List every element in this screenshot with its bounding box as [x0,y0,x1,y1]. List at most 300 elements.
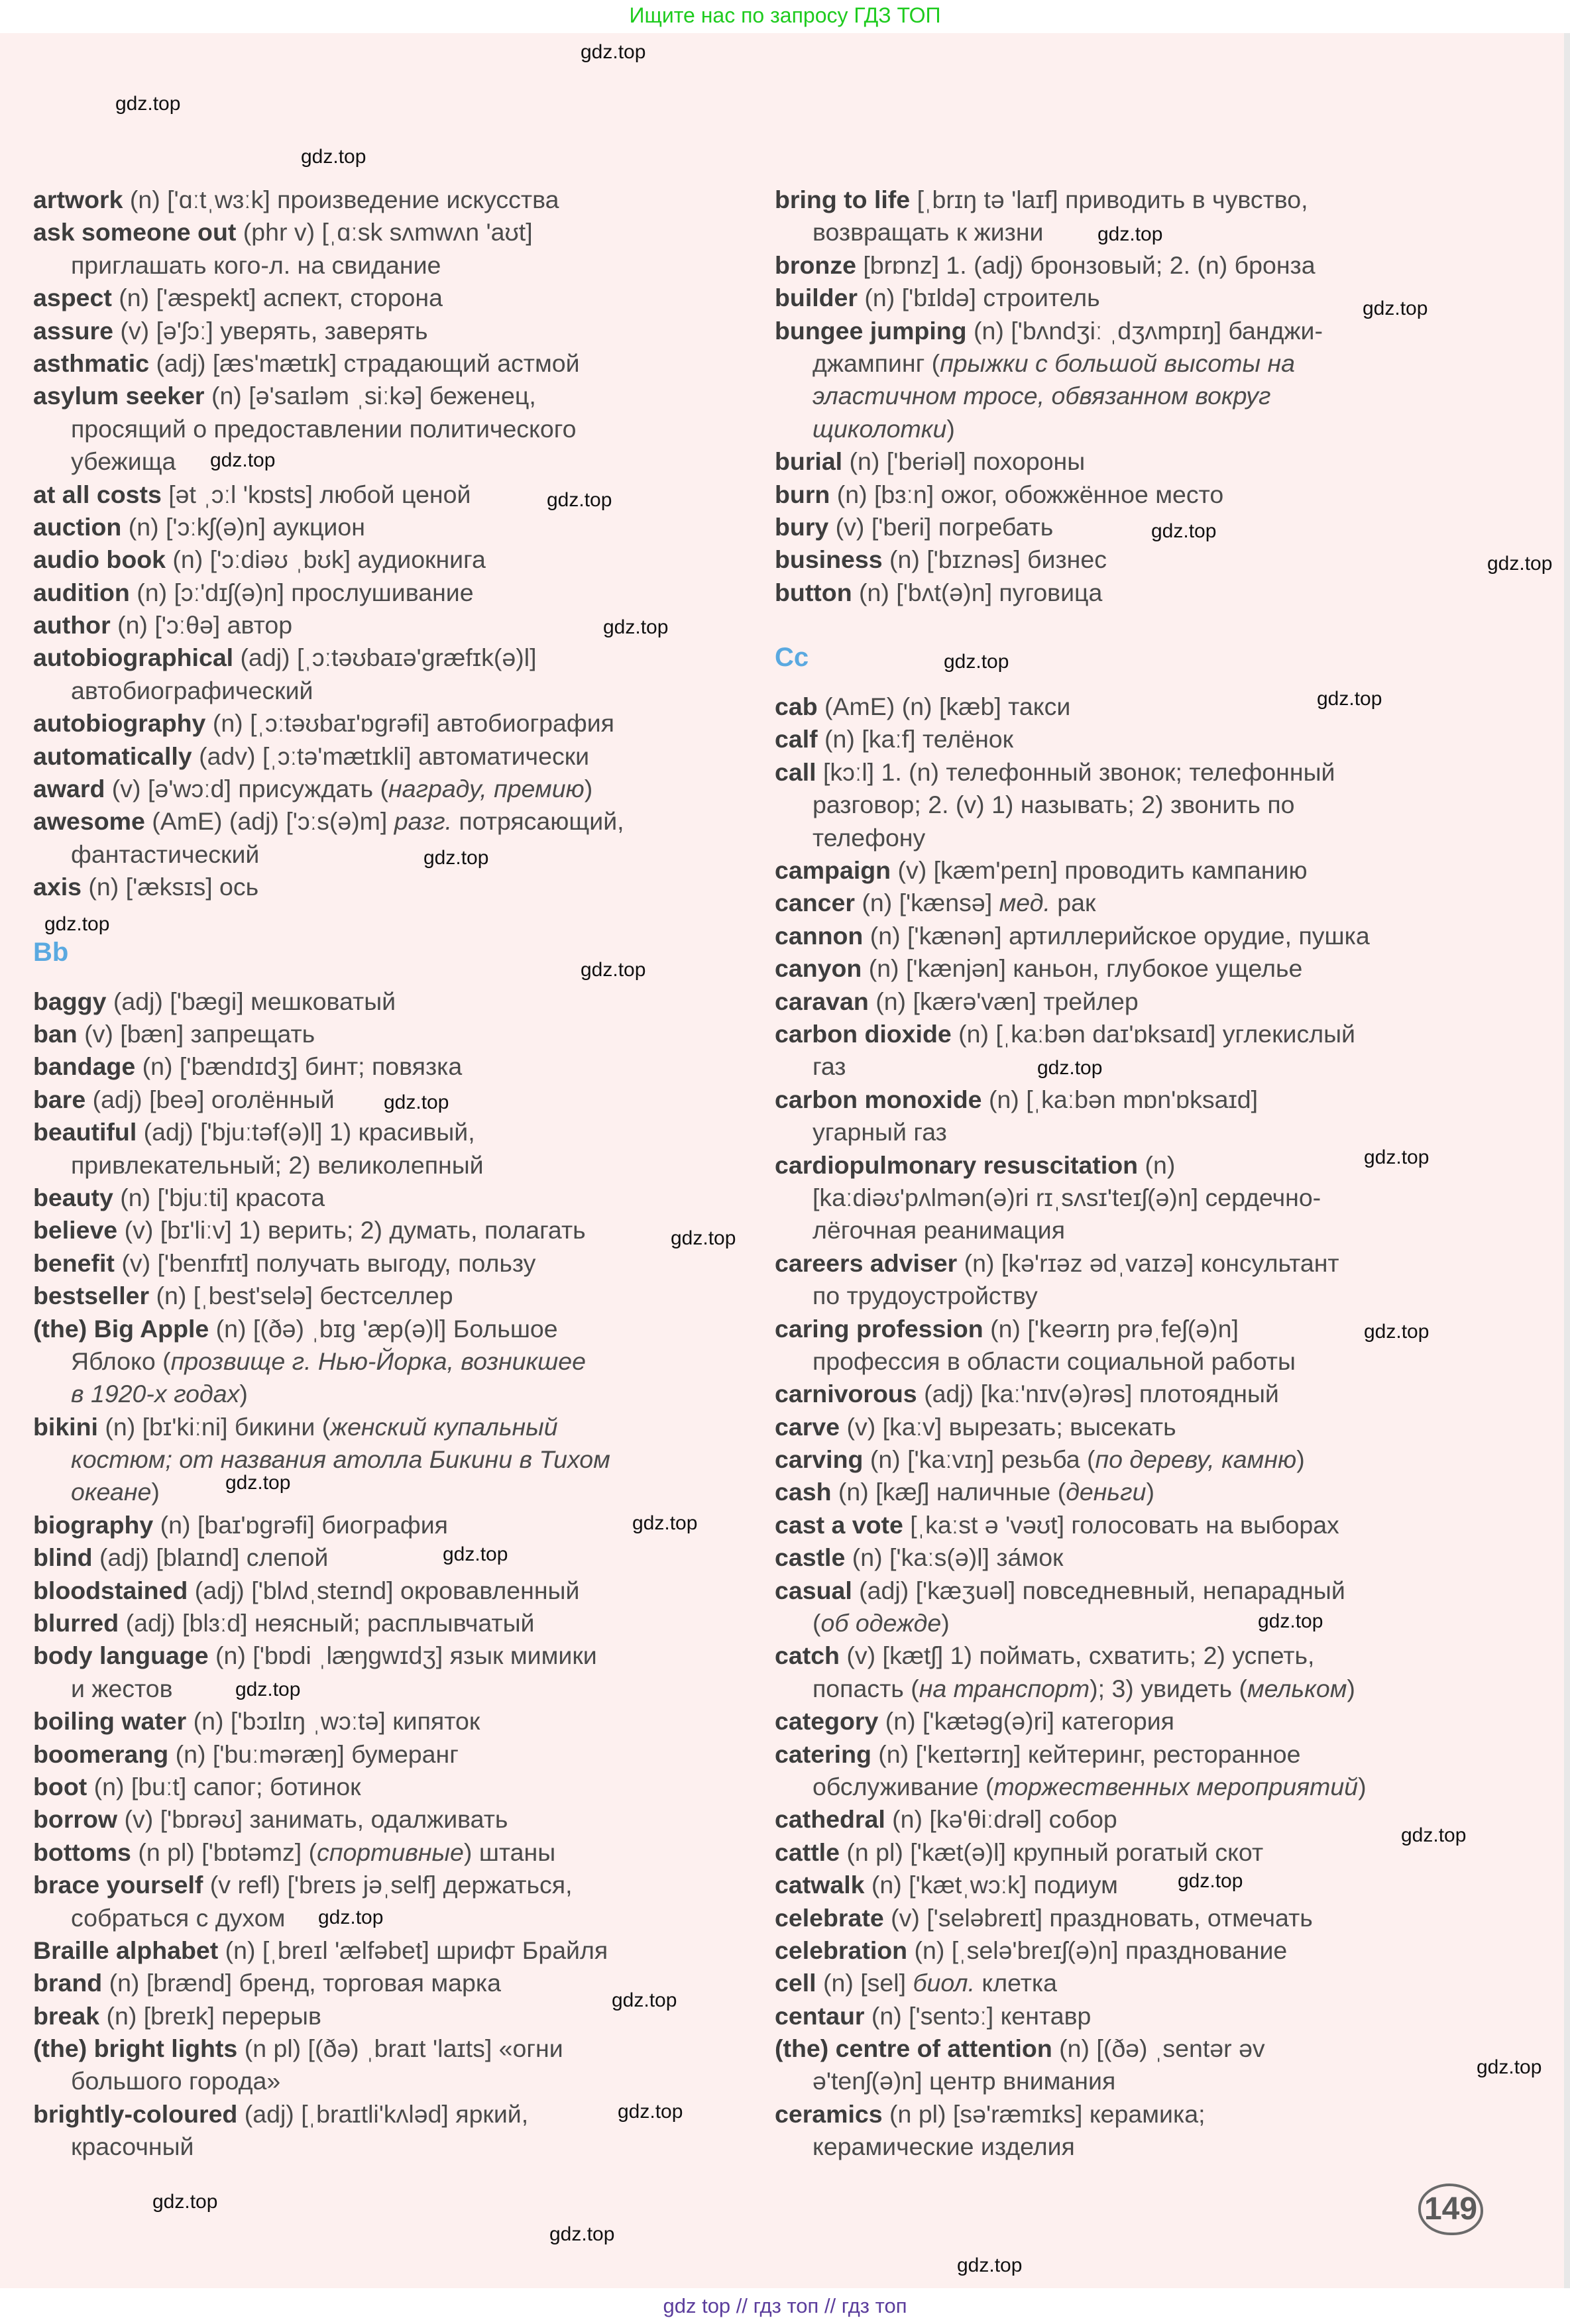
headword: beautiful [33,1118,137,1146]
entry-text: красочный [71,2132,194,2161]
entry-text: (n) [ˌbreɪl 'ælfəbet] шрифт Брайля [218,1936,608,1964]
entry-text: (n) ['kænən] артиллерийское орудие, пушка [863,921,1370,950]
headword: boiling water [33,1707,187,1736]
entry-text: (n) ['kænjən] каньон, глубокое ущелье [862,954,1303,983]
dictionary-entry [33,184,736,216]
watermark: gdz.top [1151,520,1217,542]
entry-continuation-line [33,1476,736,1508]
headword: (the) centre of attention [775,2034,1052,2063]
dictionary-entry [33,1934,736,1967]
entry-text: джампинг ( [813,349,940,377]
watermark: gdz.top [1178,1870,1243,1892]
entry-continuation-line [775,2065,1537,2097]
entry-text: газ [813,1052,846,1081]
headword: audition [33,578,130,606]
italic-note: эластичном тросе, обвязанном вокруг [813,382,1271,410]
entry-text: (adj) ['kæʒuəl] повседневный, непарадный [852,1576,1345,1604]
footer [0,2288,1570,2322]
headword: bring to life [775,186,911,213]
dictionary-entry [775,445,1537,478]
watermark: gdz.top [549,2223,615,2245]
headword: auction [33,512,122,541]
entry-text: ( [813,1609,821,1637]
headword: brightly-coloured [33,2099,238,2128]
watermark: gdz.top [581,959,646,981]
dictionary-entry [33,1214,736,1246]
right-column [775,184,1537,2164]
dictionary-entry [775,1738,1537,1771]
entry-continuation-line [775,1116,1537,1148]
headword: blurred [33,1609,119,1637]
headword: catwalk [775,1871,865,1899]
watermark: gdz.top [944,651,1009,673]
entry-text: (adj) [ˌbraɪtli'kʌləd] яркий, [237,2099,529,2128]
headword: campaign [775,856,891,885]
dictionary-entry [33,871,736,903]
headword: cancer [775,889,855,917]
entry-continuation-line [775,347,1537,380]
italic-note: по дереву, камню [1095,1445,1297,1474]
entry-text: (v) [kætʃ] 1) поймать, схватить; 2) успеть, [839,1641,1315,1670]
entry-text: и жестов [71,1674,173,1702]
headword: author [33,611,111,639]
headword: brand [33,1969,103,1997]
entry-text: (n) [ˌkaːbən daɪ'ɒksaɪd] углекислый [951,1019,1356,1048]
headword: asthmatic [33,349,150,377]
entry-text: (v) [ə'ʃɔː] уверять, заверять [113,316,428,345]
dictionary-entry [33,1803,736,1836]
entry-text: [kɔːl] 1. (n) телефонный звонок; телефонный [816,757,1335,786]
dictionary-entry [33,707,736,740]
italic-note: награду, премию [388,775,585,803]
dictionary-entry [775,756,1537,789]
entry-text: (n) [sel] [816,1969,913,1997]
entry-text: (n) [brænd] бренд, торговая марка [102,1969,501,1997]
dictionary-entry [33,1182,736,1214]
entry-text: (n) [baɪ'ɒgrəfi] биография [153,1510,448,1539]
headword: bikini [33,1412,98,1441]
entry-text: (n) ['bɪznəs] бизнес [882,545,1107,574]
italic-note: прозвище г. Нью-Йорка, возникшее [170,1347,587,1375]
dictionary-entry [33,985,736,1018]
dictionary-entry [775,478,1537,511]
italic-note: разг. [394,807,452,836]
dictionary-entry [775,1443,1537,1476]
entry-continuation-line [33,2130,736,2163]
dictionary-entry [775,577,1537,609]
entry-text: (n) [ə'saɪləm ˌsiːkə] беженец, [204,382,536,410]
headword: burial [775,447,843,476]
dictionary-entry [775,1509,1537,1541]
watermark: gdz.top [1364,1321,1430,1343]
entry-text: (n pl) ['bɒtəmz] ( [131,1838,317,1866]
entry-text: (n) ['bændɪdʒ] бинт; повязка [135,1052,463,1081]
entry-text: (adj) [æs'mætɪk] страдающий астмой [149,349,580,377]
italic-note: костюм; от названия атолла Бикини в Тихом [71,1445,610,1474]
headword: castle [775,1543,846,1572]
entry-text: (n) [kaːf] телёнок [817,725,1014,753]
dictionary-entry [33,1509,736,1541]
watermark: gdz.top [301,146,366,168]
watermark: gdz.top [547,489,612,511]
entry-continuation-line [33,2065,736,2097]
entry-text: (adj) [ˌɔːtəʊbaɪə'græfɪk(ə)l] [233,643,537,672]
dictionary-entry [33,1541,736,1574]
entry-text: (n) [kærə'væn] трейлер [868,987,1139,1015]
headword: cardiopulmonary resuscitation [775,1150,1139,1179]
entry-continuation-line [775,1280,1537,1312]
headword: carve [775,1412,840,1441]
dictionary-entry [775,1247,1537,1280]
entry-text: (n) ['ɔːdiəʊ ˌbʊk] аудиокнига [166,545,486,574]
dictionary-entry [33,1607,736,1639]
entry-continuation-line [775,1607,1537,1639]
dictionary-entry [775,691,1537,723]
left-column [33,184,736,2164]
entry-continuation-line [33,413,736,445]
dictionary-entry [775,887,1537,919]
headword: calf [775,725,818,753]
entry-text: убежища [71,447,176,476]
entry-text: (n) [ˌselə'breɪʃ(ə)n] празднование [907,1936,1288,1964]
entry-text: (n) ['ɑːtˌwɜːk] произведение искусства [123,186,559,213]
headword: cash [775,1478,832,1506]
entry-text: (n) [ɔː'dɪʃ(ə)n] прослушивание [129,578,474,606]
dictionary-entry [775,1018,1537,1050]
entry-text: ) [1347,1674,1355,1702]
dictionary-entry [33,511,736,543]
watermark: gdz.top [44,913,110,935]
entry-text: (v) [bɪ'liːv] 1) верить; 2) думать, полагать [117,1216,586,1245]
headword: ask someone out [33,218,237,247]
dictionary-entry [775,1869,1537,1901]
entry-text: (v) ['beri] погребать [828,512,1054,541]
dictionary-entry [33,740,736,773]
entry-continuation-line [33,1149,736,1182]
entry-text: ) [1358,1772,1367,1800]
dictionary-entry [775,1967,1537,1999]
italic-note: спортивные [317,1838,464,1866]
headword: bandage [33,1052,136,1081]
entry-text: рак [1050,889,1096,917]
entry-continuation-line [33,675,736,707]
entry-text: (adj) [kaː'nɪv(ə)rəs] плотоядный [917,1380,1279,1408]
entry-text: (n) ['buːməræŋ] бумеранг [168,1740,459,1768]
dictionary-entry [775,249,1537,282]
entry-text: (n) ['ɔːθə] автор [110,611,293,639]
dictionary-entry [775,184,1537,216]
entry-text: (n) ['kænsə] [854,889,999,917]
dictionary-entry [775,1705,1537,1738]
entry-text: (v) [kæm'peɪn] проводить кампанию [891,856,1308,885]
entry-text: (n pl) ['kæt(ə)l] крупный рогатый скот [839,1838,1264,1866]
headword: believe [33,1216,118,1245]
entry-text: ) [1146,1478,1154,1506]
entry-continuation-line [33,838,736,871]
watermark: gdz.top [1401,1824,1467,1846]
page-edge [1564,33,1570,2288]
dictionary-entry [33,1738,736,1771]
entry-text: (phr v) [ˌɑːsk sʌmwʌn 'aʊt] [236,218,533,247]
entry-text: просящий о предоставлении политического [71,414,577,443]
italic-note: прыжки с большой высоты на [940,349,1295,377]
entry-text: [ˌbrɪŋ tə 'laɪf] приводить в чувство, [910,186,1308,213]
watermark: gdz.top [115,93,181,115]
dictionary-entry [775,2032,1537,2065]
entry-text: угарный газ [813,1118,947,1146]
dictionary-entry [33,1247,736,1280]
dictionary-entry [33,1050,736,1083]
watermark: gdz.top [1363,298,1428,319]
entry-text: приглашать кого-л. на свидание [71,250,441,279]
entry-text: ə'tenʃ(ə)n] центр внимания [813,2067,1116,2095]
watermark: gdz.top [1487,553,1553,575]
entry-text: (n) ['kaːvɪŋ] резьба ( [863,1445,1095,1474]
entry-text: (n) [ˌkaːbən mɒn'ɒksaɪd] [981,1085,1259,1113]
entry-continuation-line [775,413,1537,445]
watermark: gdz.top [632,1512,698,1534]
italic-note: женский купальный [330,1412,558,1441]
entry-text: (n) ['ɔːkʃ(ə)n] аукцион [121,512,365,541]
entry-text: (n) [kə'θiːdrəl] собор [885,1805,1117,1834]
headword: caring profession [775,1314,983,1343]
headword: biography [33,1510,154,1539]
entry-continuation-line [775,1182,1537,1214]
headword: assure [33,316,113,345]
entry-text: (n) [kə'rɪəz ədˌvaɪzə] консультант [957,1248,1339,1277]
watermark: gdz.top [225,1472,291,1494]
italic-note: щиколотки [813,414,947,443]
entry-text: (n) [1138,1150,1176,1179]
dictionary-entry [33,577,736,609]
headword: ceramics [775,2099,883,2128]
entry-text: возвращать к жизни [813,218,1044,247]
watermark: gdz.top [1097,223,1163,245]
headword: careers adviser [775,1248,958,1277]
watermark: gdz.top [235,1679,301,1700]
entry-text: (n) ['bɪldə] строитель [858,284,1100,312]
headword: carbon dioxide [775,1019,952,1048]
headword: cattle [775,1838,840,1866]
entry-text: (n) ['keərɪŋ prəˌfeʃ(ə)n] [983,1314,1239,1343]
headword: carving [775,1445,864,1474]
entry-continuation-line [33,1673,736,1705]
dictionary-entry [33,773,736,805]
entry-text: по трудоустройству [813,1282,1038,1310]
entry-continuation-line [775,1771,1537,1803]
entry-text: фантастический [71,840,260,868]
footer-links[interactable]: gdz top // гдз топ // гдз топ [663,2294,907,2317]
entry-text: лёгочная реанимация [813,1216,1066,1245]
headword: category [775,1707,879,1736]
entry-continuation-line [775,1050,1537,1083]
entry-text: ) [941,1609,950,1637]
italic-note: на транспорт [919,1674,1090,1702]
entry-text: ) [151,1478,160,1506]
watermark: gdz.top [210,449,276,471]
dictionary-entry [33,380,736,412]
entry-text: ); 3) увидеть ( [1090,1674,1247,1702]
watermark: gdz.top [603,616,669,638]
headword: bungee jumping [775,316,967,345]
headword: awesome [33,807,145,836]
entry-text: Яблоко ( [71,1347,171,1375]
entry-continuation-line [775,1673,1537,1705]
entry-text: [ət ˌɔːl 'kɒsts] любой ценой [161,480,471,508]
headword: cannon [775,921,864,950]
top-banner [0,0,1570,33]
entry-text: (adj) [blɜːd] неясный; расплывчатый [119,1609,535,1637]
watermark: gdz.top [423,847,489,869]
headword: caravan [775,987,869,1015]
dictionary-entry [775,1639,1537,1672]
watermark: gdz.top [318,1907,384,1928]
headword: bury [775,512,829,541]
headword: cast a vote [775,1510,903,1539]
section-letter-heading: Bb [33,937,69,967]
entry-continuation-line [33,1378,736,1410]
entry-text: (n) [buːt] сапог; ботинок [87,1772,361,1800]
watermark: gdz.top [1258,1610,1323,1632]
dictionary-entry [775,952,1537,985]
entry-text: (n pl) [sə'ræmɪks] керамика; [882,2099,1206,2128]
entry-text: автобиографический [71,676,313,704]
entry-continuation-line [33,1902,736,1934]
entry-text: (v) ['seləbreɪt] праздновать, отмечать [883,1903,1313,1932]
entry-text: (n) ['sentɔː] кентавр [864,2001,1092,2030]
entry-text: ) [946,414,955,443]
headword: ban [33,1019,78,1048]
italic-note: мед. [999,889,1050,917]
entry-text: (adj) [blaɪnd] слепой [92,1543,329,1572]
banner-text: Ищите нас по запросу ГДЗ ТОП [629,3,941,27]
italic-note: деньги [1066,1478,1147,1506]
italic-note: биол. [913,1969,975,1997]
entry-text: попасть ( [813,1674,919,1702]
entry-text: (v) [ə'wɔːd] присуждать ( [105,775,388,803]
entry-text: (adv) [ˌɔːtə'mætɪkli] автоматически [192,742,590,770]
headword: bronze [775,250,856,279]
dictionary-entry [33,478,736,511]
entry-text: обслуживание ( [813,1772,994,1800]
dictionary-entry [33,1018,736,1050]
entry-text: ) [239,1380,248,1408]
headword: catch [775,1641,840,1670]
entry-text: (n) ['bɒdi ˌlæŋgwɪdʒ] язык мимики [208,1641,597,1670]
entry-continuation-line [33,1443,736,1476]
entry-text: (n) ['keɪtərɪŋ] кейтеринг, ресторанное [871,1740,1301,1768]
dictionary-entry [775,1541,1537,1574]
entry-text: (n) [bɪ'kiːni] бикини ( [97,1412,331,1441]
entry-text: (n) ['æksɪs] ось [82,873,259,901]
watermark: gdz.top [1364,1146,1430,1168]
headword: button [775,578,852,606]
headword: builder [775,284,858,312]
section-letter-heading: Cc [775,643,809,673]
watermark: gdz.top [384,1091,449,1113]
entry-text: (n) [kæʃ] наличные ( [831,1478,1066,1506]
dictionary-entry [33,641,736,674]
headword: blind [33,1543,93,1572]
dictionary-entry [33,1869,736,1901]
entry-text: [ˌkaːst ə 'vəʊt] голосовать на выборах [903,1510,1339,1539]
headword: benefit [33,1248,115,1277]
headword: award [33,775,105,803]
headword: bare [33,1085,86,1113]
dictionary-entry [775,1378,1537,1410]
dictionary-entry [775,1902,1537,1934]
entry-text: ) [1296,1445,1305,1474]
entry-text: большого города» [71,2067,281,2095]
headword: (the) bright lights [33,2034,238,2063]
entry-text: профессия в области социальной работы [813,1347,1296,1375]
entry-text: (v) ['benɪfɪt] получать выгоду, пользу [114,1248,536,1277]
headword: casual [775,1576,852,1604]
dictionary-entry [775,543,1537,576]
dictionary-entry [775,723,1537,755]
entry-text: (n) ['kætˌwɔːk] подиум [864,1871,1118,1899]
dictionary-entry [33,1575,736,1607]
dictionary-entry [33,1411,736,1443]
entry-text: (adj) ['bægi] мешковатый [106,987,396,1015]
headword: aspect [33,284,112,312]
entry-text: (adj) ['blʌdˌsteɪnd] окровавленный [188,1576,580,1604]
dictionary-entry [775,1575,1537,1607]
entry-text: (v refl) ['breɪs jəˌself] держаться, [203,1871,573,1899]
entry-continuation-line [775,1345,1537,1378]
dictionary-entry [33,1836,736,1869]
headword: centaur [775,2001,865,2030]
headword: business [775,545,883,574]
headword: bestseller [33,1282,150,1310]
entry-continuation-line [33,1345,736,1378]
italic-note: об одежде [820,1609,942,1637]
headword: burn [775,480,830,508]
entry-text: (n) ['beriəl] похороны [842,447,1086,476]
entry-text: (n) ['kætəg(ə)ri] категория [878,1707,1174,1736]
entry-continuation-line [33,445,736,478]
headword: bottoms [33,1838,131,1866]
entry-text: телефону [813,823,926,852]
entry-text: (n) ['bʌt(ə)n] пуговица [852,578,1103,606]
headword: celebrate [775,1903,884,1932]
watermark: gdz.top [957,2254,1023,2276]
dictionary-entry [33,1771,736,1803]
dictionary-entry [33,1639,736,1672]
dictionary-entry [775,920,1537,952]
headword: canyon [775,954,862,983]
headword: at all costs [33,480,162,508]
headword: catering [775,1740,871,1768]
italic-note: торжественных мероприятий [993,1772,1359,1800]
watermark: gdz.top [443,1543,508,1565]
headword: cathedral [775,1805,885,1834]
entry-text: клетка [975,1969,1057,1997]
entry-text: (n) ['bɔɪlɪŋ ˌwɔːtə] кипяток [186,1707,480,1736]
entry-text: (v) ['bɒrəʊ] занимать, одалживать [117,1805,508,1834]
dictionary-entry [33,282,736,314]
page-number: 149 [1418,2184,1483,2235]
dictionary-entry [775,2098,1537,2130]
headword: autobiographical [33,643,234,672]
watermark: gdz.top [1037,1057,1103,1079]
italic-note: в 1920-х годах [71,1380,240,1408]
watermark: gdz.top [618,2101,683,2123]
watermark: gdz.top [1317,688,1382,710]
headword: bloodstained [33,1576,188,1604]
headword: automatically [33,742,192,770]
watermark: gdz.top [581,41,646,63]
